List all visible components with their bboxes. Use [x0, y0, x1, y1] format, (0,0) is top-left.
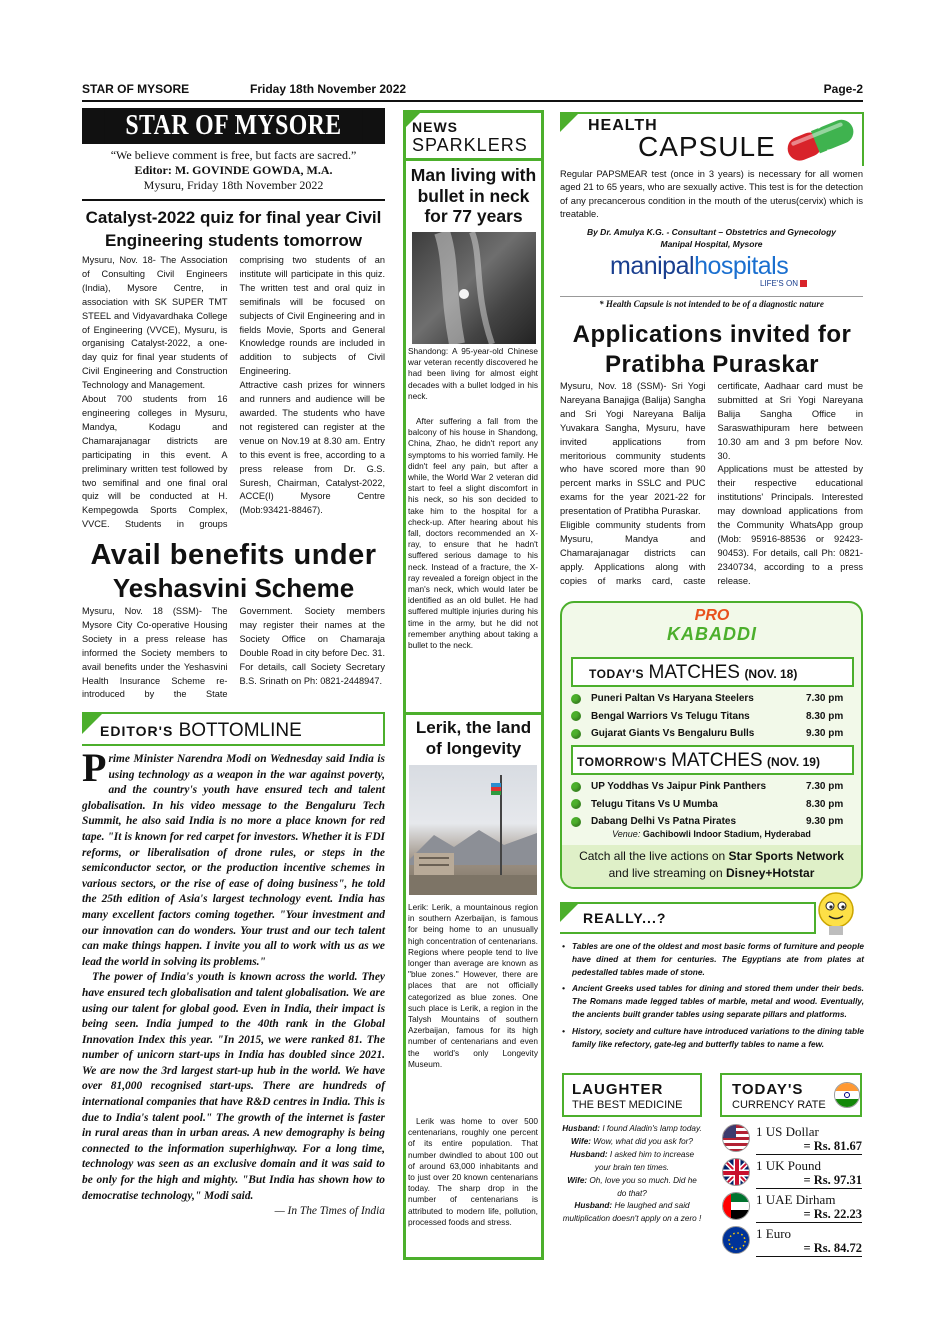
match-time: 7.30 pm	[806, 781, 844, 793]
venue-name: Gachibowli Indoor Stadium, Hyderabad	[642, 829, 811, 839]
match-teams: Puneri Paltan Vs Haryana Steelers	[591, 693, 754, 705]
news-label-light: SPARKLERS	[412, 135, 528, 155]
editors-body-2: The power of India's youth is known across the world. They have ensured tech globalisation and talent globalisation. We are using our talent for global good. Even in India, their impact is being seen. India jumped to the 40th rank in the Global Innovation Index this year. "In 2015, we were ranked 81. The number of unicorn start-ups in India has doubled since 2021. We are now the 3rd largest start-up hub in the world. We have over 81,000 recognised start-ups. There are hundreds of international companies that have R&D centres in India. This is due to India's talent pool." The growth of the internet is faster in rural areas than in urban areas. A new demography is being connected to the information superhighway. For a long time, technology was seen as an exclusive domain and it was said to be only for the high and mighty. "But India has shown how to democratise technology," Modi said.	[82, 971, 385, 1202]
corner-tab-icon	[560, 902, 580, 922]
joke-line	[562, 1200, 702, 1226]
currency-row	[722, 1124, 862, 1158]
currency-unit: 1 US Dollar	[756, 1124, 819, 1139]
lerik-photo	[409, 765, 537, 895]
match-time: 7.30 pm	[806, 693, 844, 705]
lightbulb-icon	[812, 888, 860, 940]
green-ball-icon	[571, 782, 581, 792]
pratibha-body: Mysuru, Nov. 18 (SSM)- Sri Yogi Nareyana Banajiga (Balija) Sangha and Sri Yogi Nareyana Balija Yuvakara Sangha, Mysuru, have invited applications from meritorious community students who have scored more than 90 percent marks in SSLC and PUC exams for the year 2021-22 for presentation of Pratibha Puraskar. Eligible community students from Mysuru, Mandya and Chamarajanagar districts can apply. Applications along with copies of marks card, caste certificate, Aadhaar card must be submitted at Sri Yogi Nareyana Balija Sangha Office in Saraswathipuram here between 10.30 am and 3 pm before Nov. 30. Applications must be attested by their respective educational institutions' Principals. Interested may download applications from the Community WhatsApp group (Mob: 95916-88536 or 92423-90453). For details, call Ph: 0821-2340734, according to a press release.	[560, 381, 863, 586]
match-row	[571, 796, 854, 814]
currency-value: = Rs. 22.23	[756, 1207, 862, 1223]
today-matches-header	[571, 657, 854, 687]
news-headline-1: Man living with bullet in neck for 77 years	[410, 165, 537, 226]
match-time: 8.30 pm	[806, 798, 844, 810]
currency-unit: 1 UK Pound	[756, 1158, 822, 1173]
today-matches-list	[571, 690, 854, 743]
match-row	[571, 690, 854, 708]
masthead-editor: Editor: M. GOVINDE GOWDA, M.A.	[134, 163, 333, 177]
joke-speaker: Wife:	[567, 1175, 588, 1185]
health-byline-1: By Dr. Amulya K.G. - Consultant – Obstetrics and Gynecology	[586, 227, 837, 237]
editors-label-box	[82, 712, 385, 746]
tomorrow-matches-list	[571, 778, 854, 831]
joke-line	[562, 1136, 702, 1149]
manipal-tagline-text: LIFE'S ON	[760, 279, 798, 288]
capsule-pill-icon	[780, 114, 862, 166]
header-date: Friday 18th November 2022	[250, 82, 407, 96]
tomorrow-matches-header	[571, 745, 854, 775]
joke-speaker: Husband:	[562, 1124, 601, 1133]
xray-neck-icon	[412, 232, 536, 344]
masthead-dateline: Mysuru, Friday 18th November 2022	[143, 178, 324, 192]
currency-row	[722, 1192, 862, 1226]
currency-value: = Rs. 84.72	[756, 1241, 862, 1257]
news-headline-2: Lerik, the land of longevity	[415, 718, 532, 758]
broadcast-line-2b: Disney+Hotstar	[726, 866, 815, 880]
health-byline-2: Manipal Hospital, Mysore	[660, 239, 763, 249]
yeshasvini-headline-2: Yeshasvini Scheme	[112, 573, 355, 603]
joke-text: He laughed and said multiplication doesn't apply on a zero !	[562, 1201, 702, 1224]
green-ball-icon	[571, 817, 581, 827]
health-label-bold: HEALTH	[588, 117, 658, 134]
match-row	[571, 708, 854, 726]
joke-text: I found Aladin's lamp today.	[602, 1124, 702, 1133]
broadcast-line-1a: Catch all the live actions on	[579, 849, 726, 863]
green-ball-icon	[571, 711, 581, 721]
joke-text: Oh, love you so much. Did he do that?	[589, 1175, 697, 1198]
joke-line	[562, 1123, 702, 1136]
catalyst-headline: Catalyst-2022 quiz for final year Civil Engineering students tomorrow	[85, 208, 382, 250]
health-disclaimer: * Health Capsule is not intended to be of a diagnostic nature	[560, 296, 863, 309]
match-row	[571, 813, 854, 831]
laughter-joke	[562, 1123, 702, 1226]
laughter-label-light: THE BEST MEDICINE	[572, 1099, 683, 1111]
match-teams: Bengal Warriors Vs Telugu Titans	[591, 710, 750, 722]
kabaddi-broadcast	[562, 845, 861, 887]
currency-unit: 1 UAE Dirham	[756, 1192, 836, 1207]
masthead-info	[82, 148, 385, 193]
really-label: REALLY...?	[583, 910, 667, 926]
editors-body-1: rime Minister Narendra Modi on Wednesday said India is using technology as a weapon in the war against poverty, and the country's youth have ensured tech and talent globalisation. In his video message to the Bengaluru Tech Summit, he also said India is no more a place known for red tape. "It is known for red carpet for investors. Whether it is FDI reforms, or liberalisation of drone rules, or steps in the semiconductor sector, or the production incentive schemes in various sectors, or the rise of ease of doing business", he told the 25th edition of Asia's largest technology event. India has many excellent factors coming together. "Your investment and our innovation can do wonders. Your trust and our tech talent can make things happen. I invite you all to work with us as we lead the world in solving its problems."	[82, 753, 385, 968]
currency-label-box	[720, 1073, 862, 1117]
us-flag-icon	[722, 1124, 750, 1152]
xray-photo	[412, 232, 536, 344]
laughter-label-box	[562, 1073, 702, 1117]
masthead-bar	[82, 108, 385, 144]
joke-speaker: Husband:	[574, 1201, 613, 1211]
really-item: • Ancient Greeks used tables for dining and stored them under their beds. The Romans made legged tables of marble, metal and wood. Eventually, the ancients built grander tables using separate pillars and platforms.	[562, 982, 864, 1020]
editors-label-light: BOTTOMLINE	[178, 720, 302, 741]
news-caption-1: Shandong: A 95-year-old Chinese war veteran recently discovered he had been living for almost eight decades with a bullet lodged in his neck.	[408, 346, 538, 401]
match-row	[571, 778, 854, 796]
editors-source: — In The Times of India	[274, 1205, 385, 1218]
editors-dropcap: P	[82, 745, 107, 790]
broadcast-line-1b: Star Sports Network	[728, 849, 844, 863]
header-paper: STAR OF MYSORE	[82, 82, 190, 96]
really-item: • History, society and culture have introduced variations to the dining table family like refectory, gate-leg and butterfly tables to name a few.	[562, 1025, 864, 1051]
joke-speaker: Wife:	[571, 1136, 591, 1146]
manipal-logo-b: hospitals	[694, 252, 789, 280]
really-list	[562, 940, 864, 1054]
manipal-tagline	[760, 279, 807, 288]
green-ball-icon	[571, 729, 581, 739]
today-label-c: (NOV. 18)	[744, 667, 798, 681]
news-body-1: After suffering a fall from the balcony of his house in Shandong, China, Zhao, he didn't report any symptoms to his worried family. He didn't feel any pain, but after a while, the World War 2 veteran did start to feel a slight discomfort in his neck, so his son decided to take him to the hospital for a check-up. After hearing about his fall, doctors recommended an X-ray, to ensure that he hadn't suffered serious damage to his neck. Instead of a fracture, the X-ray revealed a foreign object in the man's neck, which would later be identified as an old bullet. He had suffered multiple injuries during his time in the army, but he did not remember anything about taking a bullet to the neck.	[408, 416, 538, 651]
yeshasvini-headline-1: Avail benefits under	[90, 539, 377, 571]
tomorrow-label-c: (NOV. 19)	[767, 755, 820, 769]
yeshasvini-body: Mysuru, Nov. 18 (SSM)- The Mysore City Co-operative Housing Society in a press release has informed the Society members to avail benefits under the Yeshasvini Health Insurance Scheme re-introduced by the State Government. Society members may register their names at the Society Office on Chamaraja Double Road in city before Dec. 31. For details, call Society Secretary B.S. Srinath on Ph: 0821-2448947.	[82, 606, 385, 700]
tomorrow-label-a: TOMORROW'S	[577, 755, 667, 769]
masthead-motto: “We believe comment is free, but facts are sacred.”	[110, 148, 357, 162]
currency-value: = Rs. 81.67	[756, 1139, 862, 1155]
really-item: • Tables are one of the oldest and most basic forms of furniture and people have dined at them for centuries. The Egyptians ate from plates at pedestalled tables made of stone.	[562, 940, 864, 978]
match-time: 9.30 pm	[806, 728, 844, 740]
match-teams: Telugu Titans Vs U Mumba	[591, 798, 718, 810]
broadcast-line-2a: and live streaming on	[608, 866, 723, 880]
kabaddi-venue	[560, 829, 863, 839]
masthead-title: STAR OF MYSORE	[105, 108, 363, 144]
kabaddi-logo-top: PRO	[694, 607, 730, 624]
health-label-light: CAPSULE	[638, 131, 776, 162]
corner-tab-icon	[560, 112, 580, 132]
joke-line	[562, 1149, 702, 1175]
health-body: Regular PAPSMEAR test (once in 3 years) is necessary for all women aged 21 to 65 years, who are sexually active. This test is for the detection of any precancerous condition in the mouth of the uterus(cervix) which is treatable.	[560, 169, 863, 220]
pratibha-headline-1: Applications invited for	[572, 321, 852, 348]
kabaddi-logo	[662, 607, 762, 643]
plus-square-icon	[800, 280, 807, 287]
page-header	[82, 80, 863, 102]
joke-text: I asked him to increase your brain ten times.	[594, 1149, 695, 1172]
news-caption-2: Lerik: Lerik, a mountainous region in southern Azerbaijan, is famous for being home to an unusually high concentration of centenarians. Regions where people tend to live longer than average are known as "blue zones." However, there are places that are not officially categorized as blue zones. One such place is Lerik, a region in the Talysh Mountains of southern Azerbaijan, famous for its high number of centenarians and even the world's only Longevity Museum.	[408, 902, 538, 1069]
match-time: 9.30 pm	[806, 816, 844, 828]
today-label-a: TODAY'S	[589, 667, 645, 681]
kabaddi-logo-bottom: KABADDI	[667, 624, 757, 644]
uk-flag-icon	[722, 1158, 750, 1186]
currency-label-bold: TODAY'S	[732, 1081, 804, 1098]
match-row	[571, 725, 854, 743]
laughter-label-bold: LAUGHTER	[572, 1081, 664, 1098]
currency-value: = Rs. 97.31	[756, 1173, 862, 1189]
news-body-2: Lerik was home to over 500 centenarians, roughly one percent of its entire population. That number dwindled to about 100 out of around 63,000 inhabitants and to just over 20 known centenarians today. The sharp drop in the number of centenarians is attributed to modern life, pollution, processed foods and stress.	[408, 1116, 538, 1227]
currency-row	[722, 1158, 862, 1192]
uae-flag-icon	[722, 1192, 750, 1220]
tomorrow-label-b: MATCHES	[671, 750, 763, 771]
catalyst-body: Mysuru, Nov. 18- The Association of Consulting Civil Engineers (India), Mysore Centre, in association with SK SUPER TMT STEEL and Vidyavardhaka College of Engineering (VVCE), Mysuru, is organising Catalyst-2022, a one-day quiz for final year students of Civil Engineering and Construction Technology and Management. About 700 students from 16 engineering colleges in Mysuru, Mandya, Kodagu and Chamarajanagar districts are participating in this event. A preliminary written test followed by two semifinal and one final oral quiz will be conducted at H. Kempegowda Sports Complex, VVCE. Students in groups comprising two students of an institute will participate in this quiz. The written test and oral quiz in semifinals will be focused on subjects of Civil Engineering and in fields Movie, Sports and General Knowledge rounds are included in addition to subjects of Civil Engineering. Attractive cash prizes for winners and runners and audience will be awarded. The students who have not registered can register at the venue on Nov.19 at 8.30 am. Entry to this event is free, according to a press release from Dr. G.S. Suresh, Chairman, Catalyst-2022, ACCE(I) Mysore Centre (Mob:93421-88467).	[82, 255, 385, 530]
match-time: 8.30 pm	[806, 710, 844, 722]
match-teams: Dabang Delhi Vs Patna Pirates	[591, 816, 737, 828]
editors-body	[82, 745, 385, 1220]
currency-label-light: CURRENCY RATE	[732, 1099, 826, 1111]
editors-label-bold: EDITOR'S	[100, 723, 174, 739]
pratibha-headline-2: Pratibha Puraskar	[605, 351, 819, 378]
currency-list	[722, 1124, 862, 1260]
green-ball-icon	[571, 799, 581, 809]
match-teams: Gujarat Giants Vs Bengaluru Bulls	[591, 728, 755, 740]
joke-speaker: Husband:	[569, 1149, 608, 1159]
today-label-b: MATCHES	[648, 662, 740, 683]
eu-flag-icon	[722, 1226, 750, 1254]
currency-unit: 1 Euro	[756, 1226, 792, 1241]
joke-line	[562, 1175, 702, 1201]
header-page: Page-2	[823, 82, 863, 96]
joke-text: Wow, what did you ask for?	[593, 1136, 693, 1146]
venue-label: Venue:	[612, 829, 641, 839]
india-flag-icon	[834, 1082, 860, 1108]
flag-pole-photo-icon	[409, 765, 537, 895]
manipal-logo	[610, 252, 788, 281]
green-ball-icon	[571, 694, 581, 704]
manipal-logo-a: manipal	[610, 252, 695, 280]
match-teams: UP Yoddhas Vs Jaipur Pink Panthers	[591, 781, 767, 793]
health-byline	[560, 226, 863, 250]
currency-row	[722, 1226, 862, 1260]
news-label-bold: NEWS	[412, 119, 458, 135]
